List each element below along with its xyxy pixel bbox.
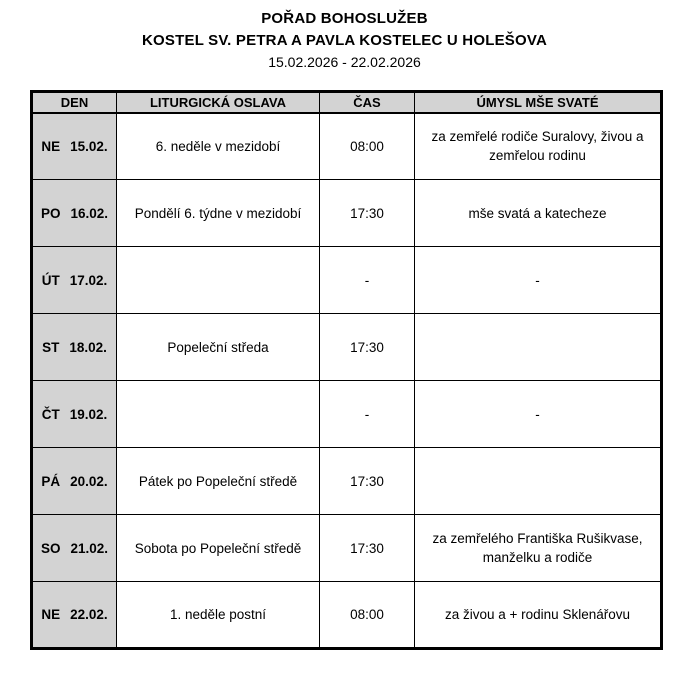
day-cell [32, 113, 117, 180]
celebration-cell: Pátek po Popeleční středě [117, 448, 320, 515]
table-row [32, 582, 662, 649]
day-cell [32, 515, 117, 582]
day-date: 22.02. [70, 607, 108, 622]
day-date: 21.02. [70, 540, 109, 556]
intention-cell: - [415, 381, 662, 448]
time-cell: 08:00 [320, 582, 415, 649]
day-date: 18.02. [69, 339, 107, 355]
intention-cell [415, 314, 662, 381]
intention-cell: mše svatá a katecheze [415, 180, 662, 247]
day-date: 17.02. [69, 272, 108, 288]
schedule-table [30, 90, 663, 650]
day-abbr: PO [40, 205, 61, 221]
table-row [32, 515, 662, 582]
day-cell [32, 448, 117, 515]
title-block [0, 0, 689, 73]
celebration-cell: Popeleční středa [117, 314, 320, 381]
day-cell [32, 180, 117, 247]
intention-cell: za zemřelé rodiče Suralovy, živou a zemřelou rodinu [415, 113, 662, 180]
table-body [32, 113, 662, 649]
page-title: POŘAD BOHOSLUŽEB [261, 10, 428, 27]
celebration-cell: Pondělí 6. týdne v mezidobí [117, 180, 320, 247]
day-cell [32, 381, 117, 448]
day-abbr: ÚT [41, 272, 60, 288]
time-cell: 17:30 [320, 515, 415, 582]
celebration-cell: 1. neděle postní [117, 582, 320, 649]
day-abbr: NE [41, 138, 61, 154]
table-row [32, 314, 662, 381]
day-abbr: ČT [41, 406, 60, 422]
time-cell: 17:30 [320, 448, 415, 515]
table-row [32, 113, 662, 180]
day-abbr: PÁ [41, 473, 61, 489]
table-row [32, 448, 662, 515]
time-cell: 17:30 [320, 180, 415, 247]
day-abbr: ST [42, 339, 60, 355]
time-cell: - [320, 247, 415, 314]
time-cell: 08:00 [320, 113, 415, 180]
column-header-den: DEN [32, 92, 117, 113]
intention-cell: za živou a + rodinu Sklenářovu [415, 582, 662, 649]
day-date: 19.02. [69, 406, 108, 422]
day-cell [32, 247, 117, 314]
page-subtitle: KOSTEL SV. PETRA A PAVLA KOSTELEC U HOLEŠOVA [142, 32, 547, 49]
time-cell: - [320, 381, 415, 448]
table-row [32, 180, 662, 247]
table-header [32, 92, 662, 113]
day-date: 16.02. [70, 205, 109, 221]
day-abbr: NE [41, 607, 61, 622]
day-date: 20.02. [70, 473, 108, 489]
celebration-cell: Sobota po Popeleční středě [117, 515, 320, 582]
column-header-umysl: ÚMYSL MŠE SVATÉ [415, 92, 662, 113]
header-row [32, 92, 662, 113]
celebration-cell [117, 381, 320, 448]
day-date: 15.02. [70, 138, 108, 154]
day-cell [32, 314, 117, 381]
celebration-cell: 6. neděle v mezidobí [117, 113, 320, 180]
celebration-cell [117, 247, 320, 314]
intention-cell: - [415, 247, 662, 314]
date-range: 15.02.2026 - 22.02.2026 [268, 54, 421, 70]
time-cell: 17:30 [320, 314, 415, 381]
table-row [32, 381, 662, 448]
column-header-oslava: LITURGICKÁ OSLAVA [117, 92, 320, 113]
column-header-cas: ČAS [320, 92, 415, 113]
table-row [32, 247, 662, 314]
day-abbr: SO [40, 540, 61, 556]
intention-cell [415, 448, 662, 515]
day-cell [32, 582, 117, 649]
intention-cell: za zemřelého Františka Rušikvase, manželku a rodiče [415, 515, 662, 582]
